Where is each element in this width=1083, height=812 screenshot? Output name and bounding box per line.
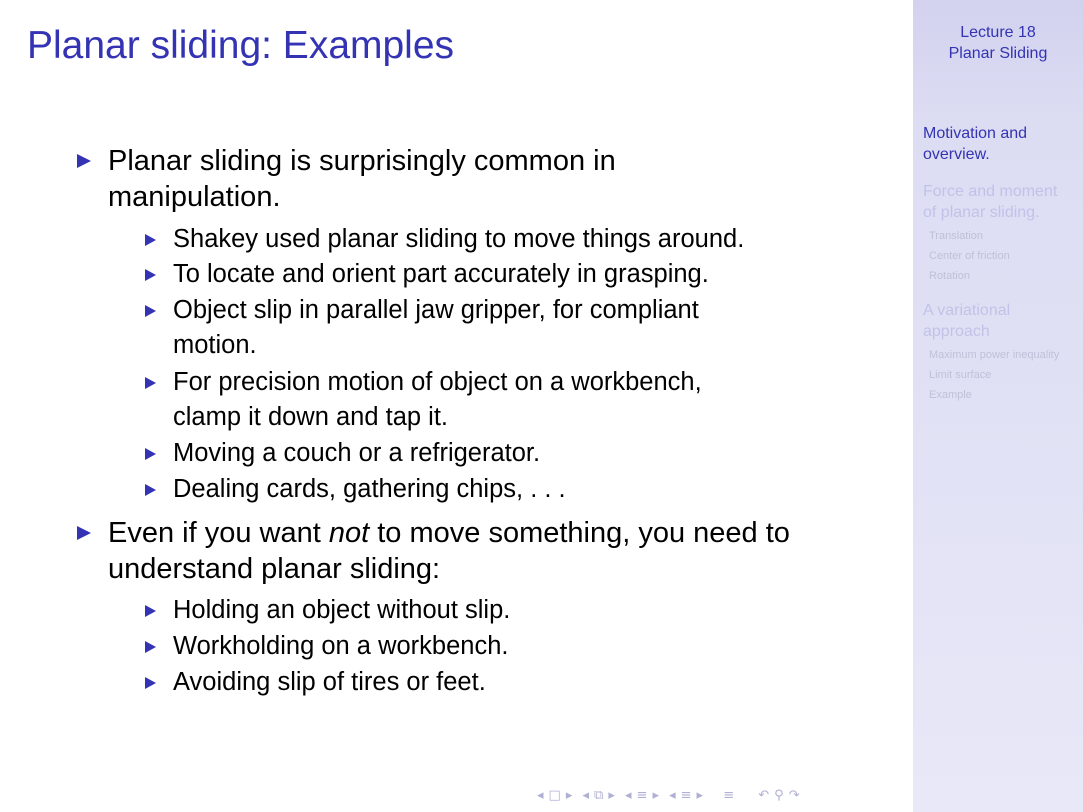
- sidebar-section-label: overview.: [923, 146, 990, 163]
- nav-next-part-icon[interactable]: ▸: [696, 788, 705, 803]
- sub-bullet-item: [173, 365, 702, 435]
- sub-bullet-item: [173, 257, 709, 292]
- sub-bullet-item: [173, 629, 508, 664]
- nav-part-icon[interactable]: ≡: [680, 788, 693, 803]
- sub-bullet-item: [173, 293, 699, 363]
- sidebar-section-label: Force and moment: [923, 183, 1058, 200]
- sidebar-subsection-rotation[interactable]: Rotation: [929, 270, 970, 282]
- bullet-item-1: [108, 143, 616, 215]
- nav-next-subsection-icon[interactable]: ▸: [608, 788, 616, 803]
- sub-bullet-text-line: Shakey used planar sliding to move things around.: [173, 225, 745, 253]
- sub-bullet-text-line: clamp it down and tap it.: [173, 403, 448, 431]
- sub-bullet-triangle-icon: [145, 234, 156, 246]
- sub-bullet-text-line: Holding an object without slip.: [173, 596, 511, 624]
- sub-bullet-text-line: Dealing cards, gathering chips, . . .: [173, 475, 566, 503]
- sub-bullet-text-line: Object slip in parallel jaw gripper, for compliant: [173, 296, 699, 324]
- bullet-text-pre: Even if you want: [108, 517, 329, 549]
- sidebar-subsection-max-power[interactable]: Maximum power inequality: [929, 349, 1060, 361]
- sidebar-section-label: approach: [923, 323, 990, 340]
- sub-bullet-text-line: Moving a couch or a refrigerator.: [173, 439, 541, 467]
- sidebar-subsection-limit-surface[interactable]: Limit surface: [929, 369, 992, 381]
- nav-prev-frame-icon[interactable]: ◂: [537, 788, 545, 803]
- sidebar-subsection-center-of-friction[interactable]: Center of friction: [929, 250, 1010, 262]
- bullet-text-line: manipulation.: [108, 181, 281, 213]
- bullet-text-line: understand planar sliding:: [108, 553, 441, 585]
- sub-bullet-item: [173, 222, 744, 257]
- sub-bullet-triangle-icon: [145, 448, 156, 460]
- nav-forward-icon[interactable]: ↷: [788, 788, 801, 803]
- sub-bullet-triangle-icon: [145, 677, 156, 689]
- bullet-text-post: to move something, you need to: [369, 517, 790, 549]
- bullet-text-line: Planar sliding is surprisingly common in: [108, 145, 616, 177]
- sidebar-lecture-topic: Planar Sliding: [948, 45, 1048, 62]
- sidebar-subsection-translation[interactable]: Translation: [929, 230, 984, 242]
- nav-prev-section-icon[interactable]: ◂: [625, 788, 633, 803]
- sub-bullet-triangle-icon: [145, 305, 156, 317]
- sidebar-section-label: of planar sliding.: [923, 204, 1040, 221]
- beamer-navigation-bar: [537, 788, 805, 806]
- sub-bullet-text-line: Workholding on a workbench.: [173, 632, 509, 660]
- nav-next-frame-icon[interactable]: ▸: [565, 788, 574, 803]
- bullet-text-line: [108, 515, 790, 551]
- sidebar-section-label: Motivation and: [923, 125, 1028, 142]
- sub-bullet-item: [173, 593, 510, 628]
- nav-search-icon[interactable]: ⚲: [774, 788, 785, 803]
- sub-bullet-text-line: Avoiding slip of tires or feet.: [173, 668, 486, 696]
- nav-back-icon[interactable]: ↶: [758, 788, 771, 803]
- sub-bullet-item: [173, 436, 540, 471]
- bullet-triangle-icon: [77, 526, 91, 540]
- sub-bullet-triangle-icon: [145, 605, 156, 617]
- sidebar-section-label: A variational: [923, 302, 1011, 319]
- sidebar-lecture-number: Lecture 18: [960, 24, 1036, 41]
- bullet-item-2: [108, 515, 790, 587]
- nav-prev-subsection-icon[interactable]: ◂: [582, 788, 591, 803]
- sidebar-section-motivation[interactable]: [923, 123, 1078, 165]
- nav-subsection-icon[interactable]: ⧉: [594, 788, 605, 803]
- sub-bullet-triangle-icon: [145, 377, 156, 389]
- nav-align-icon[interactable]: ≡: [723, 788, 736, 803]
- sub-bullet-triangle-icon: [145, 484, 156, 496]
- sub-bullet-item: [173, 472, 566, 507]
- nav-section-icon[interactable]: ≡: [636, 788, 649, 803]
- sub-bullet-triangle-icon: [145, 269, 156, 281]
- nav-frame-icon[interactable]: □: [548, 788, 562, 803]
- sub-bullet-text-line: For precision motion of object on a workbench,: [173, 368, 702, 396]
- nav-prev-part-icon[interactable]: ◂: [669, 788, 677, 803]
- bullet-text-emphasis: not: [328, 517, 370, 549]
- sub-bullet-item: [173, 665, 486, 700]
- slide-title: Planar sliding: Examples: [27, 24, 455, 67]
- sidebar-section-force-moment[interactable]: [923, 181, 1078, 223]
- nav-next-section-icon[interactable]: ▸: [652, 788, 660, 803]
- sidebar-subsection-example[interactable]: Example: [929, 389, 972, 401]
- sub-bullet-triangle-icon: [145, 641, 156, 653]
- sidebar-header[interactable]: [913, 22, 1083, 64]
- sidebar-section-variational[interactable]: [923, 300, 1078, 342]
- sub-bullet-text-line: motion.: [173, 331, 257, 359]
- sub-bullet-text-line: To locate and orient part accurately in grasping.: [173, 260, 709, 288]
- sidebar: [913, 0, 1083, 812]
- bullet-triangle-icon: [77, 154, 91, 168]
